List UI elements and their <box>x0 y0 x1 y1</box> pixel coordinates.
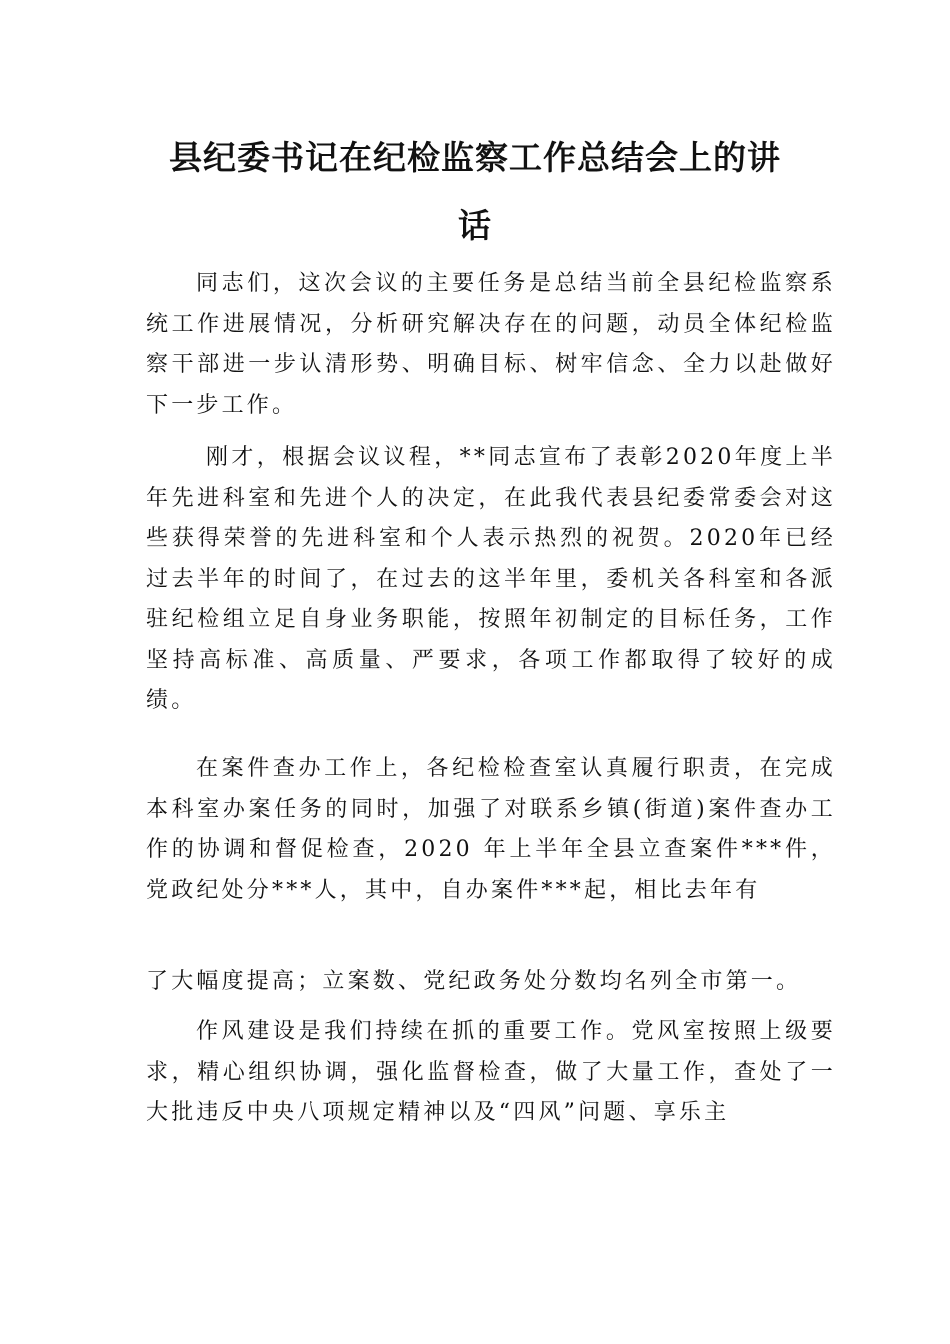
document-title-line-2: 话 <box>458 206 492 245</box>
paragraph-opening: 同志们，这次会议的主要任务是总结当前全县纪检监察系统工作进展情况，分析研究解决存在的问题，动员全体纪检监察干部进一步认清形势、明确目标、树牢信念、全力以赴做好下一步工作。 <box>146 271 836 418</box>
paragraph-work-style: 作风建设是我们持续在抓的重要工作。党风室按照上级要求，精心组织协调，强化监督检查，做了大量工作，查处了一大批违反中央八项规定精神以及“四风”问题、享乐主 <box>146 1019 836 1125</box>
paragraph-case-handling: 在案件查办工作上，各纪检检查室认真履行职责，在完成本科室办案任务的同时，加强了对联系乡镇(街道)案件查办工作的协调和督促检查，2020 年上半年全县立查案件***件，党政纪处分***人，其中，自办案件***起，相比去年有 <box>146 756 836 903</box>
paragraph-commendation: 刚才，根据会议议程，**同志宣布了表彰2020年度上半年先进科室和先进个人的决定，在此我代表县纪委常委会对这些获得荣誉的先进科室和个人表示热烈的祝贺。2020年已经过去半年的时间了，在过去的这半年里，委机关各科室和各派驻纪检组立足自身业务职能，按照年初制定的目标任务，工作坚持高标准、高质量、严要求，各项工作都取得了较好的成绩。 <box>146 445 836 713</box>
paragraph-case-handling-continued: 了大幅度提高；立案数、党纪政务处分数均名列全市第一。 <box>146 969 802 994</box>
document-title-line-1: 县纪委书记在纪检监察工作总结会上的讲 <box>169 138 781 177</box>
